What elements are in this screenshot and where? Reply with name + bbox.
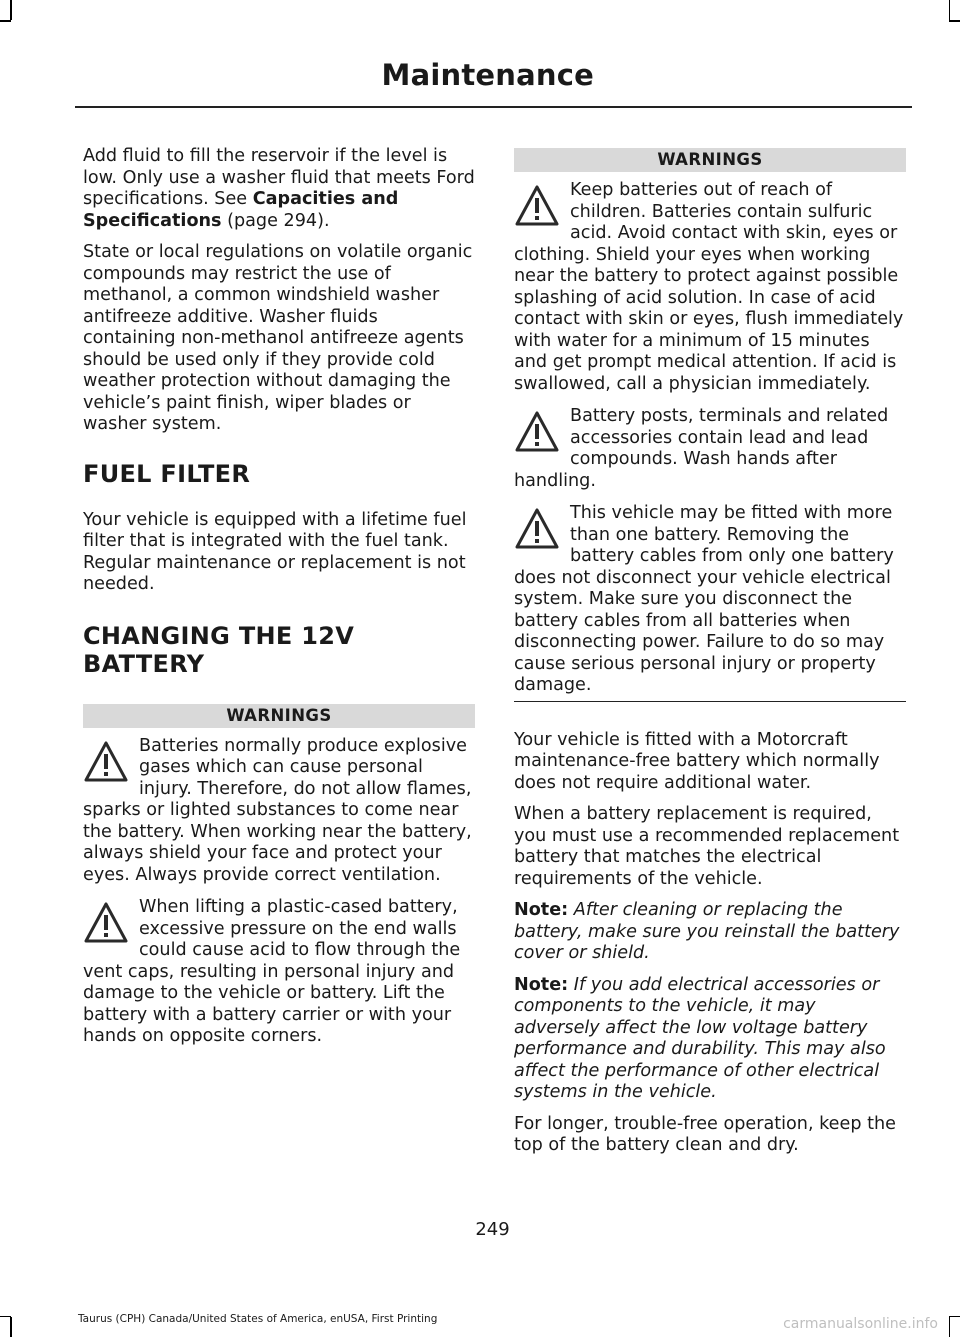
warning-triangle-icon (83, 901, 129, 945)
fuel-filter-heading: FUEL FILTER (83, 459, 251, 488)
warning-plastic-cased-battery: When lifting a plastic-cased battery, excessive pressure on the end walls could cause acid to flow through the vent caps, resulting in personal injury and damage to the vehicle or battery. Lift the battery with a battery carrier or with your hands on opposite corners. (83, 897, 461, 1046)
warning-triangle-icon (514, 184, 560, 228)
warning-acid: Keep batteries out of reach of children. Batteries contain sulfuric acid. Avoid contact with skin, eyes or clothing. Shield your eyes when working near the battery to protect against possible splashing of acid solution. In case of acid contact with skin or eyes, flush immediately with water for a minimum of 15 minutes and get prompt medical attention. If acid is swallowed, call a physician immediately. (514, 180, 904, 394)
regulations-paragraph: State or local regulations on volatile organic compounds may restrict the use of methanol, a common windshield washer antifreeze additive. Washer fluids containing non-methanol antifreeze agents should be used only if they provide cold weather protection without damaging the vehicle’s paint finish, wiper blades or washer system. (83, 242, 473, 434)
crop-mark-bottom-left-h (0, 1316, 11, 1318)
warning-triangle-icon (514, 410, 560, 454)
warning-multiple-batteries: This vehicle may be fitted with more than one battery. Removing the battery cables from only one battery does not disconnect your vehicle electrical system. Make sure you disconnect the battery cables from all batteries when disconnecting power. Failure to do so may cause serious personal injury or property damage. (514, 503, 906, 702)
replacement-paragraph: When a battery replacement is required, you must use a recommended replacement battery that matches the electrical requirements of the vehicle. (514, 804, 900, 889)
warnings-heading-left: WARNINGS (83, 704, 475, 728)
warning-triangle-icon (83, 740, 129, 784)
battery-heading: CHANGING THE 12V BATTERY (83, 621, 355, 678)
crop-mark-top-left-h (0, 20, 11, 22)
header-rule (75, 106, 912, 108)
crop-mark-bottom-right-h (949, 1316, 960, 1318)
note-electrical-accessories: Note: If you add electrical accessories or components to the vehicle, it may adversely affect the low voltage battery performance and durability. This may also affect the performance of other electrical systems in the vehicle. (514, 974, 886, 1102)
motorcraft-paragraph: Your vehicle is fitted with a Motorcraft maintenance-free battery which normally does not require additional water. (514, 729, 880, 793)
warning-triangle-icon (514, 507, 560, 551)
fuel-filter-paragraph: Your vehicle is equipped with a lifetime fuel filter that is integrated with the fuel tank. Regular maintenance or replacement is not needed. (83, 509, 467, 594)
warning-explosive-gases: Batteries normally produce explosive gases which can cause personal injury. Therefore, do not allow flames, sparks or lighted substances to come near the battery. When working near the battery, always shield your face and protect your eyes. Always provide correct ventilation. (83, 735, 472, 885)
crop-mark-top-left-v (10, 0, 12, 20)
page-title: Maintenance (381, 58, 594, 92)
left-column (83, 146, 475, 1059)
watermark: carmanualsonline.info (783, 1316, 938, 1332)
longer-life-paragraph: For longer, trouble-free operation, keep the top of the battery clean and dry. (514, 1113, 896, 1155)
note-reinstall-cover: Note: After cleaning or replacing the battery, make sure you reinstall the battery cover or shield. (514, 900, 900, 963)
capacities-link[interactable]: Capacities and Specifications (83, 189, 399, 231)
crop-mark-top-right-h (949, 20, 960, 22)
right-column (514, 148, 906, 1167)
warning-lead: Battery posts, terminals and related accessories contain lead and lead compounds. Wash hands after handling. (514, 406, 889, 491)
warnings-heading-right: WARNINGS (514, 148, 906, 172)
crop-mark-top-right-v (949, 0, 951, 20)
page-number: 249 (475, 1219, 510, 1240)
crop-mark-bottom-left-v (10, 1317, 12, 1337)
intro-paragraph: Add fluid to fill the reservoir if the level is low. Only use a washer fluid that meets Ford specifications. See Capacities and Specifications (page 294). (83, 146, 475, 231)
crop-mark-bottom-right-v (949, 1317, 951, 1337)
footer-text: Taurus (CPH) Canada/United States of America, enUSA, First Printing (78, 1313, 438, 1325)
